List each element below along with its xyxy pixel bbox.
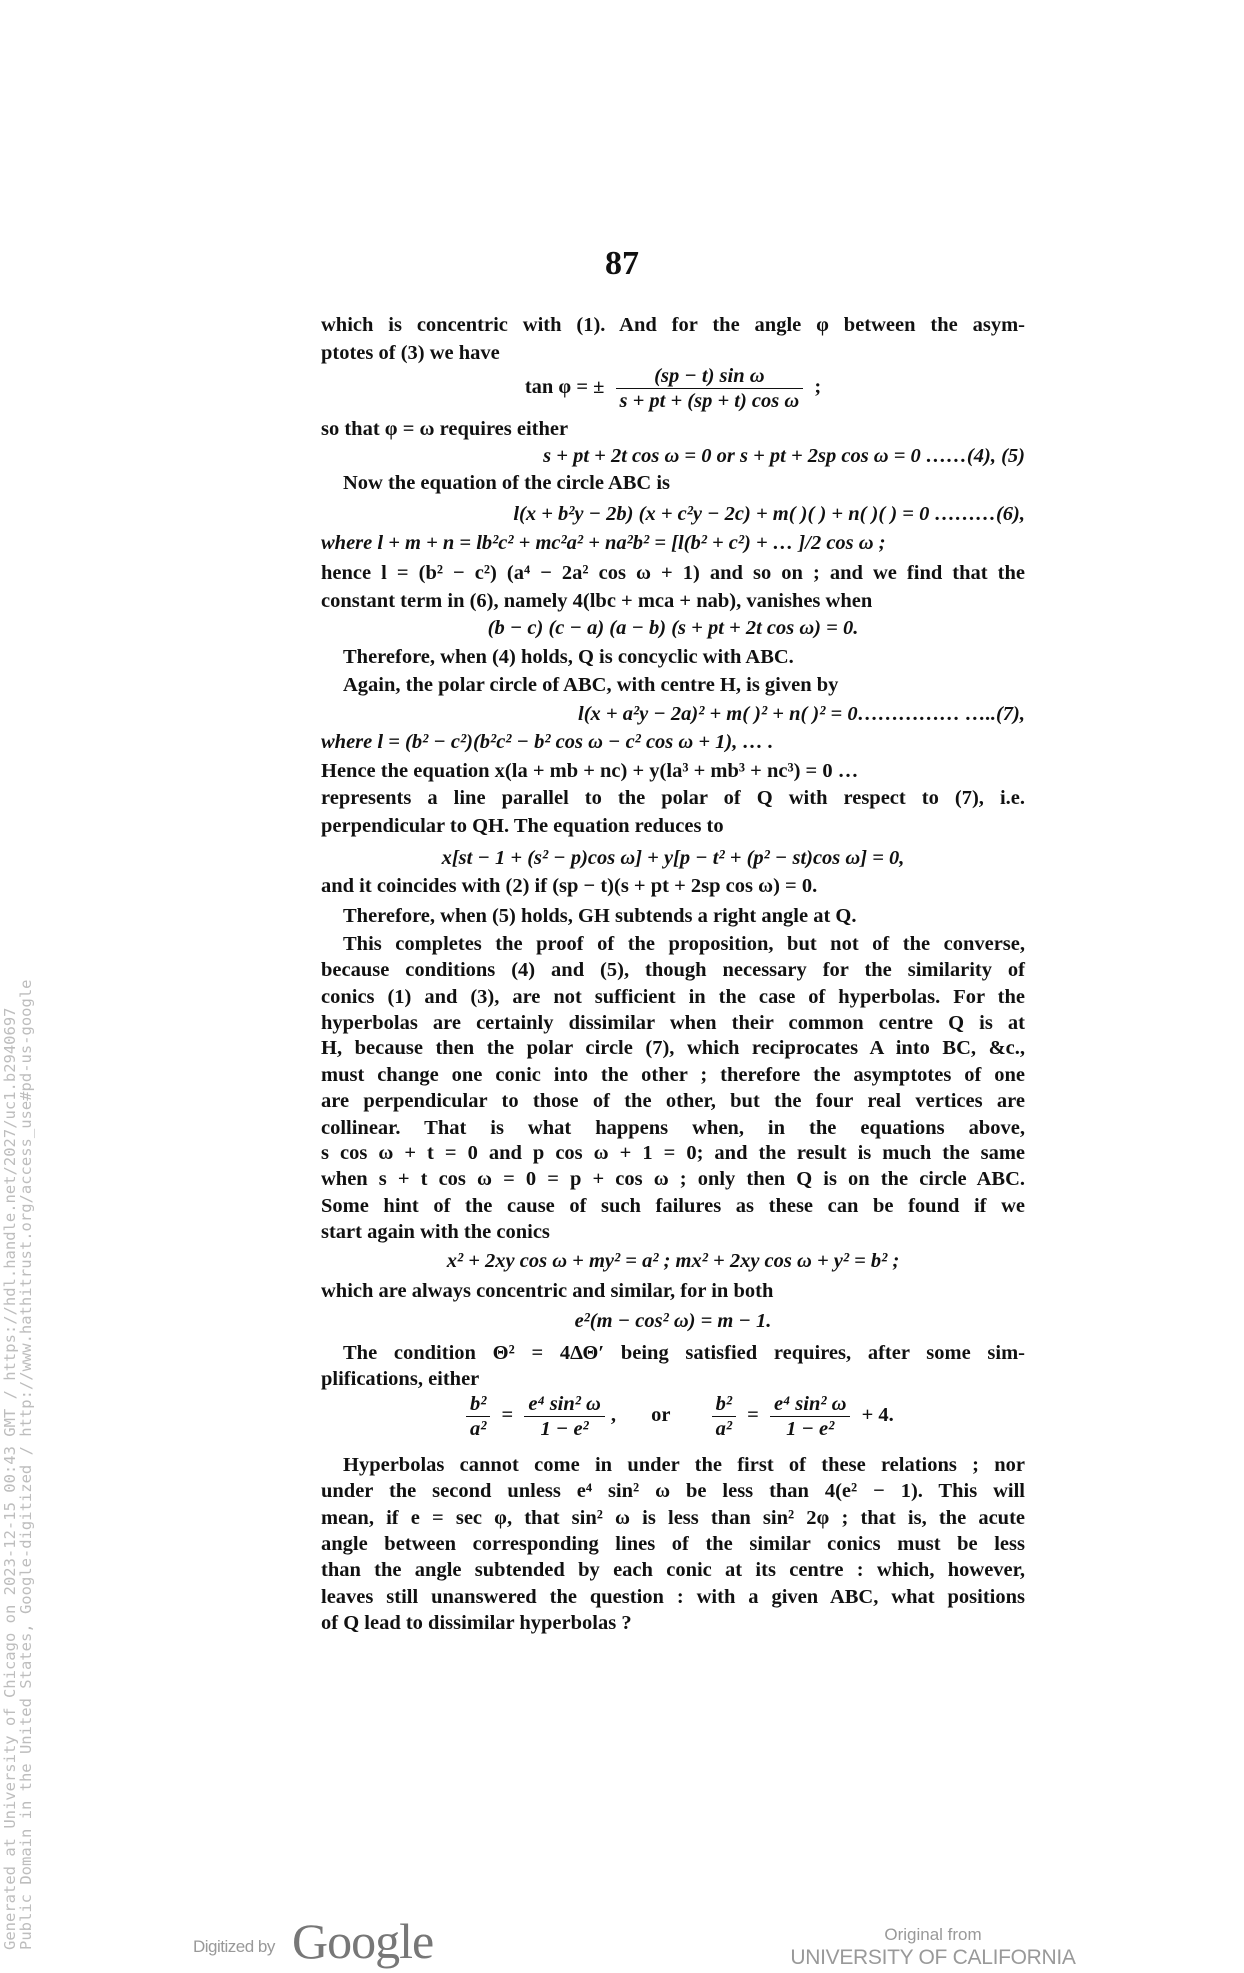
text-line: which are always concentric and similar, for in both (321, 1280, 774, 1302)
text-line: represents a line parallel to the polar of Q with respect to (7), i.e. (321, 787, 1025, 809)
text-line: ptotes of (3) we have (321, 342, 500, 364)
text-line: where l = (b² − c²)(b²c² − b² cos ω − c² cos ω + 1), … . (321, 731, 774, 753)
fraction (524, 1392, 605, 1441)
fraction (770, 1392, 851, 1441)
equation: e²(m − cos² ω) = m − 1. (574, 1310, 772, 1332)
text-line: H, because then the polar circle (7), which reciprocates A into BC, &c., (321, 1037, 1025, 1059)
text-line: collinear. That is what happens when, in the equations above, (321, 1117, 1025, 1139)
text-line: mean, if e = sec φ, that sin² ω is less than sin² 2φ ; that is, the acute (321, 1507, 1025, 1529)
denominator: a² (715, 1418, 733, 1440)
equals: = (747, 1404, 759, 1427)
text-line: Therefore, when (4) holds, Q is concyclic with ABC. (343, 646, 794, 668)
equation: x² + 2xy cos ω + my² = a² ; mx² + 2xy cos ω + y² = b² ; (446, 1250, 900, 1272)
text-line: because conditions (4) and (5), though necessary for the similarity of (321, 959, 1025, 981)
text-line: so that φ = ω requires either (321, 418, 569, 440)
text-line: perpendicular to QH. The equation reduces to (321, 815, 724, 837)
equation-4-5: s + pt + 2t cos ω = 0 or s + pt + 2sp cos ω = 0 ……(4), (5) (543, 445, 1025, 467)
text-line: which is concentric with (1). And for the angle φ between the asym- (321, 314, 1025, 336)
fraction (616, 364, 804, 413)
text-line: Hyperbolas cannot come in under the first of these relations ; nor (343, 1454, 1025, 1476)
text-line: where l + m + n = lb²c² + mc²a² + na²b² = [l(b² + c²) + … ]/2 cos ω ; (321, 532, 886, 554)
text-line: than the angle subtended by each conic at its centre : which, however, (321, 1559, 1025, 1581)
numerator: e⁴ sin² ω (524, 1392, 605, 1417)
condition-equation (460, 1392, 960, 1441)
page-number: 87 (605, 245, 639, 282)
fraction (466, 1392, 490, 1441)
numerator: (sp − t) sin ω (616, 364, 804, 389)
equation-tail: + 4. (861, 1404, 894, 1427)
text-line: of Q lead to dissimilar hyperbolas ? (321, 1612, 632, 1634)
text-line: This completes the proof of the proposition, but not of the converse, (343, 933, 1025, 955)
institution-name: UNIVERSITY OF CALIFORNIA (790, 1946, 1076, 1969)
text-line: conics (1) and (3), are not sufficient in the case of hyperbolas. For the (321, 986, 1025, 1008)
watermark-line-1: Generated at University of Chicago on 2023-12-15 00:43 GMT / https://hdl.handle.net/2027/uc1.b2940697 (1, 1007, 19, 1950)
comma: , (610, 1404, 616, 1427)
google-logo: Google (292, 1913, 434, 1969)
numerator: e⁴ sin² ω (770, 1392, 851, 1417)
digitized-by-label: Digitized by (193, 1937, 275, 1956)
text-line: Now the equation of the circle ABC is (343, 472, 671, 494)
numerator: b² (712, 1392, 736, 1417)
watermark-line-2: Public Domain in the United States, Google-digitized / http://www.hathitrust.org/access_use#pd-us-google (17, 979, 35, 1950)
equation: (b − c) (c − a) (a − b) (s + pt + 2t cos ω) = 0. (487, 617, 859, 639)
text-line: Hence the equation x(la + mb + nc) + y(la³ + mb³ + nc³) = 0 … (321, 760, 859, 782)
text-line: under the second unless e⁴ sin² ω be less than 4(e² − 1). This will (321, 1480, 1025, 1502)
equation-lhs: tan φ = ± (524, 376, 605, 399)
denominator: 1 − e² (540, 1418, 589, 1440)
or-word: or (651, 1404, 671, 1427)
denominator: a² (470, 1418, 487, 1440)
text-line: s cos ω + t = 0 and p cos ω + 1 = 0; and the result is much the same (321, 1142, 1025, 1164)
text-line: leaves still unanswered the question : with a given ABC, what positions (321, 1586, 1025, 1608)
text-line: angle between corresponding lines of the similar conics must be less (321, 1533, 1025, 1555)
equation-7: l(x + a²y − 2a)² + m( )² + n( )² = 0…………… …..(7), (578, 703, 1025, 725)
equation: x[st − 1 + (s² − p)cos ω] + y[p − t² + (p² − st)cos ω] = 0, (441, 847, 905, 869)
equation-end: ; (814, 376, 822, 399)
text-line: hence l = (b² − c²) (a⁴ − 2a² cos ω + 1) and so on ; and we find that the (321, 562, 1025, 584)
text-line: Some hint of the cause of such failures as these can be found if we (321, 1195, 1025, 1217)
text-line: hyperbolas are certainly dissimilar when their common centre Q is at (321, 1012, 1025, 1034)
text-line: start again with the conics (321, 1221, 550, 1243)
text-line: Therefore, when (5) holds, GH subtends a right angle at Q. (343, 905, 857, 927)
equals: = (501, 1404, 514, 1427)
fraction (712, 1392, 736, 1441)
text-line: Again, the polar circle of ABC, with centre H, is given by (343, 674, 839, 696)
denominator: s + pt + (sp + t) cos ω (619, 390, 800, 412)
text-line: plifications, either (321, 1368, 480, 1390)
text-line: when s + t cos ω = 0 = p + cos ω ; only then Q is on the circle ABC. (321, 1168, 1025, 1190)
text-line: must change one conic into the other ; therefore the asymptotes of one (321, 1064, 1025, 1086)
text-line: The condition Θ² = 4ΔΘ′ being satisfied requires, after some sim- (343, 1342, 1025, 1364)
text-line: are perpendicular to those of the other, but the four real vertices are (321, 1090, 1025, 1112)
denominator: 1 − e² (786, 1418, 835, 1440)
text-line: constant term in (6), namely 4(lbc + mca + nab), vanishes when (321, 590, 873, 612)
original-from-label: Original from (884, 1925, 982, 1944)
equation-6: l(x + b²y − 2b) (x + c²y − 2c) + m( )( ) + n( )( ) = 0 ………(6), (513, 503, 1025, 525)
tan-phi-equation (321, 364, 1025, 413)
numerator: b² (466, 1392, 490, 1417)
text-line: and it coincides with (2) if (sp − t)(s + pt + 2sp cos ω) = 0. (321, 875, 818, 897)
